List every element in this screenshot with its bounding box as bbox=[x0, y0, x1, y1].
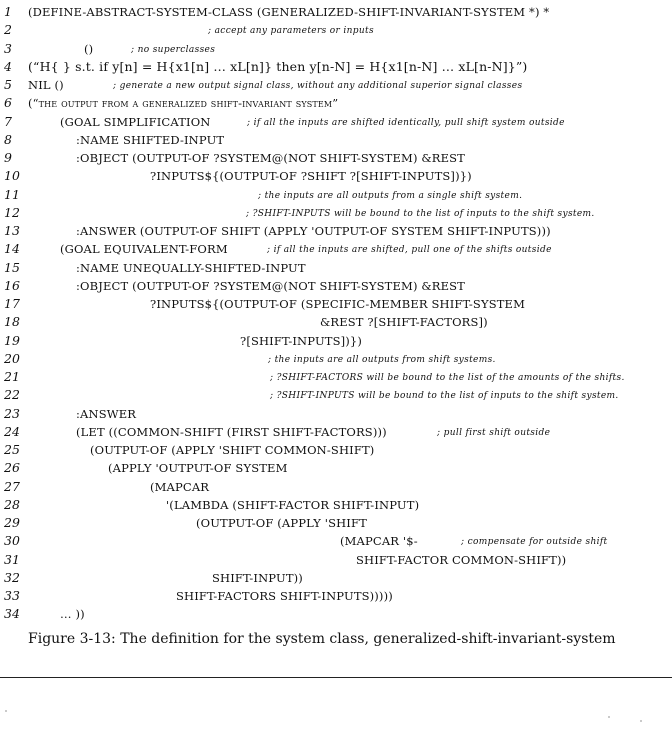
line-number: 32 bbox=[4, 569, 20, 585]
code-comment: ; pull first shift outside bbox=[437, 427, 551, 438]
code-text: :OBJECT (OUTPUT-OF ?SYSTEM@(NOT SHIFT-SYSTEM) &REST bbox=[76, 151, 466, 165]
line-number: 14 bbox=[4, 241, 20, 257]
line-number: 1 bbox=[4, 4, 12, 19]
line-number: 19 bbox=[4, 332, 20, 348]
code-text: &REST ?[SHIFT-FACTORS]) bbox=[320, 315, 488, 330]
line-number: 8 bbox=[4, 131, 12, 147]
code-text: :ANSWER (OUTPUT-OF SHIFT (APPLY 'OUTPUT-OF SYSTEM SHIFT-INPUTS))) bbox=[76, 224, 551, 238]
code-text: (OUTPUT-OF (APPLY 'SHIFT bbox=[196, 516, 367, 530]
line-number: 27 bbox=[4, 478, 20, 494]
code-text: (MAPCAR bbox=[150, 479, 210, 494]
line-number: 22 bbox=[4, 387, 20, 403]
code-comment: ; if all the inputs are shifted, pull one of the shifts outside bbox=[267, 245, 552, 256]
line-number: 16 bbox=[4, 277, 20, 293]
code-comment: ; ?SHIFT-FACTORS will be bound to the list of the amounts of the shifts. bbox=[270, 373, 625, 383]
code-text: (“H{ } s.t. if y[n] = H{x1[n] … xL[n]} then y[n-N] = H{x1[n-N] … xL[n-N]}”) bbox=[28, 58, 528, 74]
code-text: :NAME UNEQUALLY-SHIFTED-INPUT bbox=[76, 260, 306, 275]
code-text: SHIFT-FACTOR COMMON-SHIFT)) bbox=[356, 552, 567, 567]
code-text: SHIFT-INPUT)) bbox=[212, 570, 303, 585]
line-number: 33 bbox=[4, 588, 20, 603]
line-number: 6 bbox=[4, 95, 12, 111]
code-text: :NAME SHIFTED-INPUT bbox=[76, 132, 225, 147]
page-divider-rule bbox=[0, 677, 672, 678]
code-text: :OBJECT (OUTPUT-OF ?SYSTEM@(NOT SHIFT-SYSTEM) &REST bbox=[76, 278, 466, 293]
code-text: SHIFT-FACTORS SHIFT-INPUTS))))) bbox=[176, 589, 393, 603]
code-text: (APPLY 'OUTPUT-OF SYSTEM bbox=[108, 461, 288, 476]
code-comment: ; the inputs are all outputs from shift systems. bbox=[268, 354, 496, 365]
line-number: 21 bbox=[4, 369, 20, 384]
line-number: 18 bbox=[4, 314, 20, 330]
line-number: 10 bbox=[4, 168, 20, 184]
code-comment: ; generate a new output signal class, without any additional superior signal classes bbox=[113, 81, 523, 91]
line-number: 13 bbox=[4, 223, 20, 238]
scan-speck bbox=[608, 716, 610, 718]
line-number: 11 bbox=[4, 186, 20, 202]
line-number: 15 bbox=[4, 259, 20, 275]
line-number: 12 bbox=[4, 204, 20, 220]
line-number: 26 bbox=[4, 460, 20, 476]
code-comment: ; accept any parameters or inputs bbox=[208, 26, 374, 37]
code-text: ?INPUTS${(OUTPUT-OF (SPECIFIC-MEMBER SHIFT-SYSTEM bbox=[150, 297, 526, 311]
code-comment: ; no superclasses bbox=[131, 44, 216, 55]
line-number: 2 bbox=[4, 22, 12, 38]
code-text: '(LAMBDA (SHIFT-FACTOR SHIFT-INPUT) bbox=[166, 497, 420, 512]
code-text: :ANSWER bbox=[76, 406, 137, 421]
figure-caption: Figure 3-13: The definition for the system class, generalized-shift-invariant-system bbox=[28, 631, 616, 647]
code-text: … )) bbox=[60, 607, 85, 622]
line-number: 34 bbox=[4, 606, 20, 622]
code-comment: ; the inputs are all outputs from a single shift system. bbox=[258, 190, 523, 201]
code-text: (LET ((COMMON-SHIFT (FIRST SHIFT-FACTORS))) bbox=[76, 424, 387, 439]
code-text: NIL () bbox=[28, 78, 64, 92]
code-text: ?INPUTS${(OUTPUT-OF ?SHIFT ?[SHIFT-INPUTS])}) bbox=[150, 169, 472, 184]
code-text: () bbox=[84, 41, 94, 56]
line-number: 5 bbox=[4, 77, 12, 92]
code-text: (“the output from a generalized shift-invariant system” bbox=[28, 96, 339, 111]
code-text: (DEFINE-ABSTRACT-SYSTEM-CLASS (GENERALIZED-SHIFT-INVARIANT-SYSTEM *) * bbox=[28, 5, 550, 19]
code-comment: ; ?SHIFT-INPUTS will be bound to the list of inputs to the shift system. bbox=[246, 208, 595, 219]
line-number: 9 bbox=[4, 150, 12, 165]
code-text: (OUTPUT-OF (APPLY 'SHIFT COMMON-SHIFT) bbox=[90, 443, 375, 457]
line-number: 20 bbox=[4, 350, 20, 366]
scan-speck bbox=[5, 710, 7, 712]
line-number: 28 bbox=[4, 496, 20, 512]
scan-speck bbox=[640, 720, 642, 722]
code-text: (MAPCAR '$- bbox=[340, 534, 418, 549]
line-number: 30 bbox=[4, 533, 20, 549]
line-number: 17 bbox=[4, 296, 20, 311]
line-number: 23 bbox=[4, 405, 20, 421]
line-number: 25 bbox=[4, 442, 20, 457]
line-number: 29 bbox=[4, 515, 20, 530]
line-number: 31 bbox=[4, 551, 20, 567]
code-comment: ; compensate for outside shift bbox=[461, 537, 608, 548]
code-text: ?[SHIFT-INPUTS])}) bbox=[240, 333, 363, 348]
line-number: 4 bbox=[4, 58, 12, 74]
code-text: (GOAL EQUIVALENT-FORM bbox=[60, 242, 228, 257]
line-number: 24 bbox=[4, 423, 20, 439]
code-text: (GOAL SIMPLIFICATION bbox=[60, 114, 211, 129]
line-number: 7 bbox=[4, 113, 12, 129]
line-number: 3 bbox=[4, 40, 12, 56]
code-comment: ; ?SHIFT-INPUTS will be bound to the list of inputs to the shift system. bbox=[270, 391, 619, 402]
code-comment: ; if all the inputs are shifted identically, pull shift system outside bbox=[247, 117, 565, 128]
